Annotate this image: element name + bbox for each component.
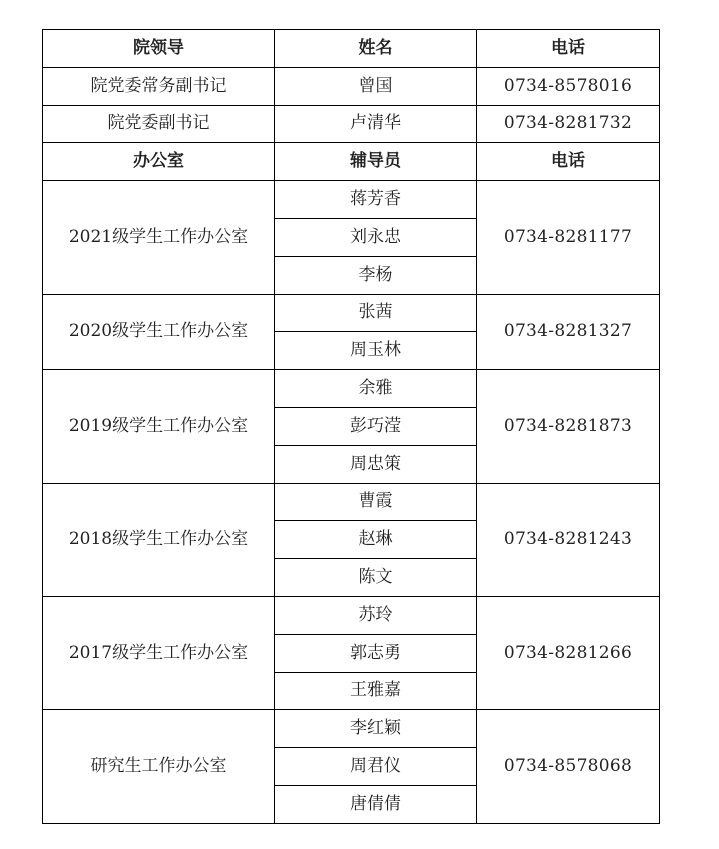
- leader-name: 曾国: [275, 67, 477, 105]
- header-leader: 院领导: [43, 30, 275, 68]
- office-phone: 0734-8281243: [477, 483, 660, 596]
- contact-table: [42, 29, 660, 824]
- counselor-name: 张茜: [275, 294, 477, 332]
- table-row: [43, 294, 660, 332]
- counselor-name: 郭志勇: [275, 634, 477, 672]
- office-phone: 0734-8281266: [477, 596, 660, 709]
- header-counselor: 辅导员: [275, 143, 477, 181]
- header-phone: 电话: [477, 30, 660, 68]
- counselor-name: 王雅嘉: [275, 672, 477, 710]
- counselor-name: 陈文: [275, 559, 477, 597]
- counselor-name: 赵琳: [275, 521, 477, 559]
- counselor-name: 彭巧滢: [275, 407, 477, 445]
- counselor-name: 苏玲: [275, 596, 477, 634]
- office-name: 2021级学生工作办公室: [43, 181, 275, 294]
- header-phone: 电话: [477, 143, 660, 181]
- counselor-name: 刘永忠: [275, 218, 477, 256]
- leader-title: 院党委副书记: [43, 105, 275, 143]
- office-phone: 0734-8578068: [477, 710, 660, 823]
- leader-phone: 0734-8578016: [477, 67, 660, 105]
- leader-title: 院党委常务副书记: [43, 67, 275, 105]
- counselor-name: 李红颖: [275, 710, 477, 748]
- offices-header-row: [43, 143, 660, 181]
- table-row: [43, 181, 660, 219]
- counselor-name: 周玉林: [275, 332, 477, 370]
- office-phone: 0734-8281327: [477, 294, 660, 370]
- table-row: [43, 67, 660, 105]
- counselor-name: 李杨: [275, 256, 477, 294]
- counselor-name: 曹霞: [275, 483, 477, 521]
- table-row: [43, 710, 660, 748]
- leader-phone: 0734-8281732: [477, 105, 660, 143]
- office-phone: 0734-8281177: [477, 181, 660, 294]
- office-name: 2020级学生工作办公室: [43, 294, 275, 370]
- counselor-name: 周君仪: [275, 748, 477, 786]
- counselor-name: 唐倩倩: [275, 785, 477, 823]
- counselor-name: 蒋芳香: [275, 181, 477, 219]
- table-row: [43, 596, 660, 634]
- table-row: [43, 483, 660, 521]
- office-name: 2019级学生工作办公室: [43, 370, 275, 483]
- table-row: [43, 370, 660, 408]
- office-name: 研究生工作办公室: [43, 710, 275, 823]
- table-row: [43, 105, 660, 143]
- office-name: 2018级学生工作办公室: [43, 483, 275, 596]
- leader-name: 卢清华: [275, 105, 477, 143]
- counselor-name: 周忠策: [275, 445, 477, 483]
- header-name: 姓名: [275, 30, 477, 68]
- header-office: 办公室: [43, 143, 275, 181]
- office-phone: 0734-8281873: [477, 370, 660, 483]
- leaders-header-row: [43, 30, 660, 68]
- counselor-name: 余雅: [275, 370, 477, 408]
- office-name: 2017级学生工作办公室: [43, 596, 275, 709]
